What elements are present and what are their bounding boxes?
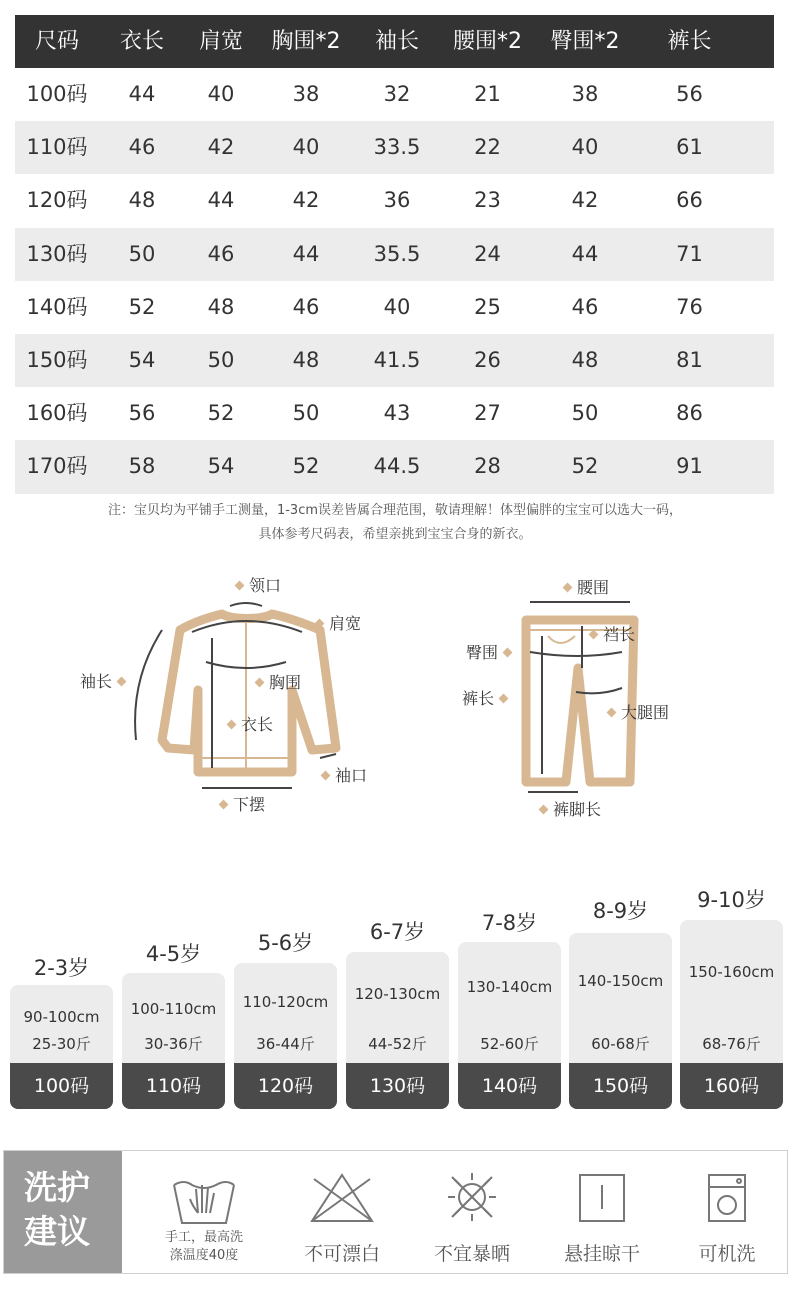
cell-hip: 50 xyxy=(571,401,599,426)
cell-length: 52 xyxy=(128,294,156,319)
size-table xyxy=(15,15,774,494)
label-sleeve: 袖长 xyxy=(80,669,131,692)
table-row xyxy=(15,174,774,227)
cell-chest: 38 xyxy=(292,82,320,107)
cell-length: 56 xyxy=(128,401,156,426)
label-pants-length: 裤长 xyxy=(462,686,513,709)
cell-pants-length: 91 xyxy=(676,454,703,479)
card-weight-range: 60-68斤 xyxy=(591,1035,650,1053)
cell-shoulder: 44 xyxy=(207,188,235,213)
card-size-label: 130码 xyxy=(346,1063,449,1109)
card-weight-range: 68-76斤 xyxy=(702,1035,761,1053)
label-hip: 臀围 xyxy=(466,640,517,663)
cell-size: 150码 xyxy=(26,348,88,373)
card-height-range: 150-160cm xyxy=(688,963,775,981)
cell-hip: 44 xyxy=(571,241,599,266)
card-size-label: 160码 xyxy=(680,1063,783,1109)
cell-size: 160码 xyxy=(26,401,88,426)
cell-waist: 22 xyxy=(474,135,501,160)
label-length: 衣长 xyxy=(222,712,273,735)
cell-hip: 46 xyxy=(571,294,599,319)
cell-chest: 40 xyxy=(292,135,320,160)
cell-shoulder: 42 xyxy=(207,135,235,160)
cell-waist: 26 xyxy=(474,348,501,373)
label-thigh: 大腿围 xyxy=(602,700,669,723)
header-waist: 腰围*2 xyxy=(453,28,522,54)
cell-hip: 42 xyxy=(571,188,599,213)
cell-shoulder: 50 xyxy=(207,348,235,373)
diamond-icon xyxy=(235,581,245,591)
cell-chest: 46 xyxy=(292,294,320,319)
cell-chest: 50 xyxy=(292,401,320,426)
card-height-range: 100-110cm xyxy=(130,1000,217,1018)
hand-wash-icon xyxy=(168,1169,240,1225)
cell-sleeve: 41.5 xyxy=(373,348,421,373)
cell-shoulder: 46 xyxy=(207,241,235,266)
machine-wash-icon xyxy=(691,1169,763,1225)
header-length: 衣长 xyxy=(119,28,164,54)
header-hip: 臀围*2 xyxy=(550,28,620,54)
card-weight-range: 36-44斤 xyxy=(256,1035,315,1053)
age-size-cards xyxy=(0,880,790,1120)
header-sleeve: 袖长 xyxy=(374,28,419,54)
no-sun-icon xyxy=(436,1169,508,1225)
age-label: 4-5岁 xyxy=(145,942,202,966)
cell-waist: 21 xyxy=(474,82,501,107)
diamond-icon xyxy=(315,619,325,629)
card-size-label: 140码 xyxy=(458,1063,561,1109)
cell-shoulder: 54 xyxy=(207,454,235,479)
cell-pants-length: 81 xyxy=(676,348,703,373)
label-leg-opening: 裤脚长 xyxy=(534,797,601,820)
cell-chest: 44 xyxy=(292,241,320,266)
size-card xyxy=(346,952,449,1109)
cell-length: 54 xyxy=(128,348,156,373)
table-row xyxy=(15,440,774,493)
diamond-icon xyxy=(563,583,573,593)
cell-pants-length: 66 xyxy=(676,188,703,213)
cell-length: 50 xyxy=(128,241,156,266)
wash-item-hang-dry xyxy=(542,1151,662,1273)
no-sun-label: 不宜暴晒 xyxy=(433,1243,510,1265)
age-label: 7-8岁 xyxy=(481,911,538,935)
cell-chest: 48 xyxy=(292,348,320,373)
cell-sleeve: 43 xyxy=(383,401,411,426)
hang-dry-icon xyxy=(566,1169,638,1225)
wash-item-machine-wash xyxy=(672,1151,782,1273)
cell-hip: 52 xyxy=(571,454,599,479)
diamond-icon xyxy=(503,648,513,658)
cell-pants-length: 56 xyxy=(676,82,703,107)
age-label: 2-3岁 xyxy=(33,956,90,980)
table-row xyxy=(15,121,774,174)
size-card xyxy=(234,963,337,1109)
cell-size: 140码 xyxy=(26,294,88,319)
diamond-icon xyxy=(589,630,599,640)
card-weight-range: 52-60斤 xyxy=(480,1035,539,1053)
cell-pants-length: 86 xyxy=(676,401,703,426)
label-rise: 裆长 xyxy=(584,622,635,645)
diamond-icon xyxy=(321,771,331,781)
card-weight-range: 30-36斤 xyxy=(144,1035,203,1053)
cell-length: 48 xyxy=(128,188,156,213)
table-row xyxy=(15,68,774,121)
cell-waist: 25 xyxy=(474,294,501,319)
diamond-icon xyxy=(219,800,229,810)
cell-waist: 28 xyxy=(474,454,501,479)
table-body xyxy=(15,68,774,494)
cell-size: 120码 xyxy=(26,188,88,213)
cell-shoulder: 52 xyxy=(207,401,235,426)
age-label: 6-7岁 xyxy=(369,920,426,944)
label-cuff: 袖口 xyxy=(316,763,367,786)
cell-chest: 42 xyxy=(292,188,320,213)
cell-size: 130码 xyxy=(26,241,88,266)
cell-sleeve: 36 xyxy=(383,188,411,213)
cell-length: 46 xyxy=(128,135,156,160)
label-collar: 领口 xyxy=(230,573,281,596)
wash-care-panel xyxy=(3,1150,788,1274)
cell-sleeve: 44.5 xyxy=(373,454,421,479)
cell-waist: 27 xyxy=(474,401,501,426)
note-line-2: 具体参考尺码表，希望亲挑到宝宝合身的新衣。 xyxy=(258,527,532,542)
wash-care-title: 洗护 建议 xyxy=(4,1151,122,1273)
cell-size: 110码 xyxy=(26,135,88,160)
cell-length: 58 xyxy=(128,454,156,479)
cell-waist: 23 xyxy=(474,188,501,213)
age-label: 5-6岁 xyxy=(257,931,314,955)
table-header-row xyxy=(15,15,774,68)
diamond-icon xyxy=(607,708,617,718)
cell-sleeve: 33.5 xyxy=(373,135,421,160)
table-row xyxy=(15,334,774,387)
header-shoulder: 肩宽 xyxy=(198,28,243,54)
header-size: 尺码 xyxy=(34,28,79,54)
age-label: 9-10岁 xyxy=(697,888,766,912)
cell-pants-length: 76 xyxy=(676,294,703,319)
diamond-icon xyxy=(227,720,237,730)
machine-wash-label: 可机洗 xyxy=(698,1243,756,1265)
card-height-range: 130-140cm xyxy=(466,978,553,996)
wash-item-no-bleach xyxy=(282,1151,402,1273)
size-card xyxy=(10,985,113,1109)
label-shoulder: 肩宽 xyxy=(310,611,361,634)
card-height-range: 90-100cm xyxy=(23,1008,100,1026)
size-card xyxy=(569,933,672,1109)
measurement-diagram xyxy=(0,560,790,830)
label-hem: 下摆 xyxy=(214,792,265,815)
cell-pants-length: 61 xyxy=(676,135,703,160)
cell-waist: 24 xyxy=(474,241,501,266)
card-size-label: 100码 xyxy=(10,1063,113,1109)
card-weight-range: 25-30斤 xyxy=(32,1035,91,1053)
cell-hip: 38 xyxy=(571,82,599,107)
card-height-range: 120-130cm xyxy=(354,985,441,1003)
diamond-icon xyxy=(255,678,265,688)
top-garment-illustration xyxy=(0,560,790,830)
hand-wash-label-1: 手工，最高洗 xyxy=(164,1230,243,1245)
size-card xyxy=(680,920,783,1109)
note-line-1: 注：宝贝均为平铺手工测量，1-3cm误差皆属合理范围，敬请理解！体型偏胖的宝宝可以选大一码， xyxy=(107,503,683,518)
card-size-label: 150码 xyxy=(569,1063,672,1109)
diamond-icon xyxy=(499,694,509,704)
card-size-label: 110码 xyxy=(122,1063,225,1109)
cell-chest: 52 xyxy=(292,454,320,479)
cell-sleeve: 40 xyxy=(383,294,411,319)
cell-size: 100码 xyxy=(26,82,88,107)
label-chest: 胸围 xyxy=(250,670,301,693)
card-height-range: 110-120cm xyxy=(242,993,329,1011)
cell-size: 170码 xyxy=(26,454,88,479)
no-bleach-label: 不可漂白 xyxy=(303,1243,380,1265)
header-pants-length: 裤长 xyxy=(667,28,712,54)
diamond-icon xyxy=(117,677,127,687)
cell-pants-length: 71 xyxy=(676,241,703,266)
wash-item-no-sun xyxy=(412,1151,532,1273)
card-height-range: 140-150cm xyxy=(577,972,664,990)
size-card xyxy=(122,973,225,1109)
size-card xyxy=(458,942,561,1109)
hand-wash-label-2: 涤温度40度 xyxy=(169,1248,239,1263)
wash-item-hand-wash xyxy=(139,1151,269,1273)
cell-shoulder: 48 xyxy=(207,294,235,319)
cell-shoulder: 40 xyxy=(207,82,235,107)
table-row xyxy=(15,387,774,440)
cell-hip: 40 xyxy=(571,135,599,160)
header-chest: 胸围*2 xyxy=(271,28,341,54)
cell-sleeve: 32 xyxy=(383,82,411,107)
label-waist: 腰围 xyxy=(558,575,609,598)
cell-sleeve: 35.5 xyxy=(373,241,421,266)
age-label: 8-9岁 xyxy=(592,899,649,923)
diamond-icon xyxy=(539,805,549,815)
card-size-label: 120码 xyxy=(234,1063,337,1109)
table-row xyxy=(15,281,774,334)
cell-length: 44 xyxy=(128,82,156,107)
no-bleach-icon xyxy=(306,1169,378,1225)
cell-hip: 48 xyxy=(571,348,599,373)
table-row xyxy=(15,228,774,281)
card-weight-range: 44-52斤 xyxy=(368,1035,427,1053)
hang-dry-label: 悬挂晾干 xyxy=(563,1243,640,1265)
